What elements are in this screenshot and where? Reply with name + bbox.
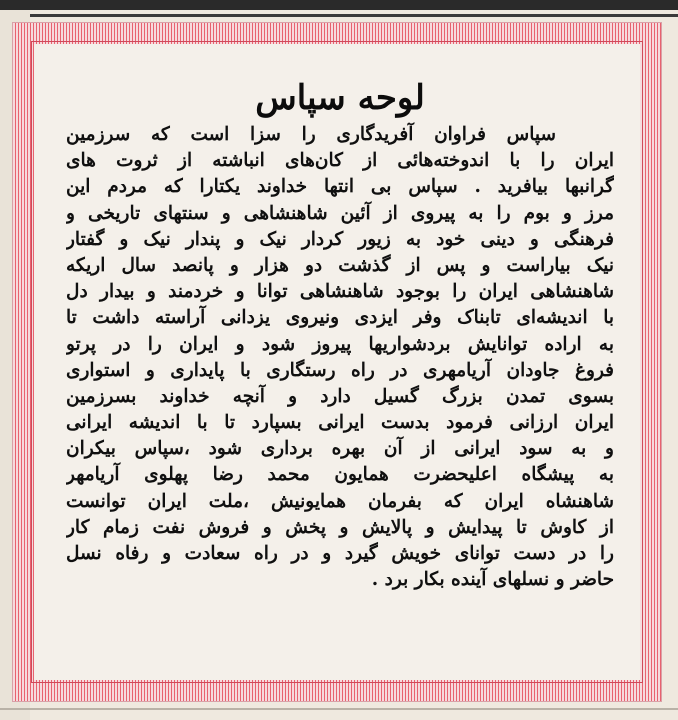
body-line: با اندیشه‌ای تابناک وفر ایزدی ونیروی یزدانی آراسته داشت تا	[66, 307, 614, 329]
body-line: شاهنشاهی ایران را بوجود شاهنشاهی توانا و خردمند و بیدار دل	[66, 281, 614, 303]
body-line: سپاس فراوان آفریدگاری را سزا است که سرزمین	[66, 124, 556, 145]
body-line: و به سود ایرانی از آن بهره برداری شود ،سپاس بیکران	[66, 438, 614, 460]
bottom-rule-line	[0, 708, 678, 710]
body-line: فرهنگی و دینی خود به زیور کردار نیک و پندار نیک و گفتار	[66, 228, 614, 250]
scan-top-edge	[0, 0, 678, 10]
body-line: به پیشگاه اعلیحضرت همایون محمد رضا پهلوی آریامهر	[66, 464, 614, 486]
body-line: را در دست توانای خویش گیرد و در راه سعادت و رفاه نسل	[66, 543, 614, 564]
body-line: شاهنشاه ایران که بفرمان همایونیش ،ملت ایران توانست	[66, 490, 614, 512]
body-line: حاضر و نسلهای آینده بکار برد .	[371, 569, 614, 591]
body-line: بسوی تمدن بزرگ گسیل دارد و آنچه خداوند بسرزمین	[66, 385, 614, 407]
body-line: نیک بیاراست و پس از گذشت دو هزار و پانصد سال اریکه	[66, 254, 614, 276]
body-line: به اراده توانایش بردشواریها پیروز شود و ایران را در پرتو	[66, 333, 614, 355]
article-title: لوحه سپاس	[255, 78, 425, 118]
body-line: مرز و بوم را به پیروی از آئین شاهنشاهی و سنتهای تاریخی و	[66, 202, 614, 224]
body-line: ایران ارزانی فرمود بدست ایرانی بسپارد تا با اندیشه ایرانی	[66, 412, 614, 434]
body-line: گرانبها بیافرید . سپاس بی انتها خداوند یکتارا که مردم این	[66, 176, 614, 198]
body-line: از کاوش تا پیدایش و پالایش و پخش و فروش نفت زمام کار	[66, 516, 614, 538]
article-body	[66, 122, 614, 593]
top-rule-line	[30, 14, 678, 17]
body-line: ایران را با اندوخته‌هائی از کان‌های انباشته از ثروت های	[66, 150, 614, 172]
body-line: فروغ جاودان آریامهری در راه رستگاری با پایداری و استواری	[66, 359, 614, 381]
